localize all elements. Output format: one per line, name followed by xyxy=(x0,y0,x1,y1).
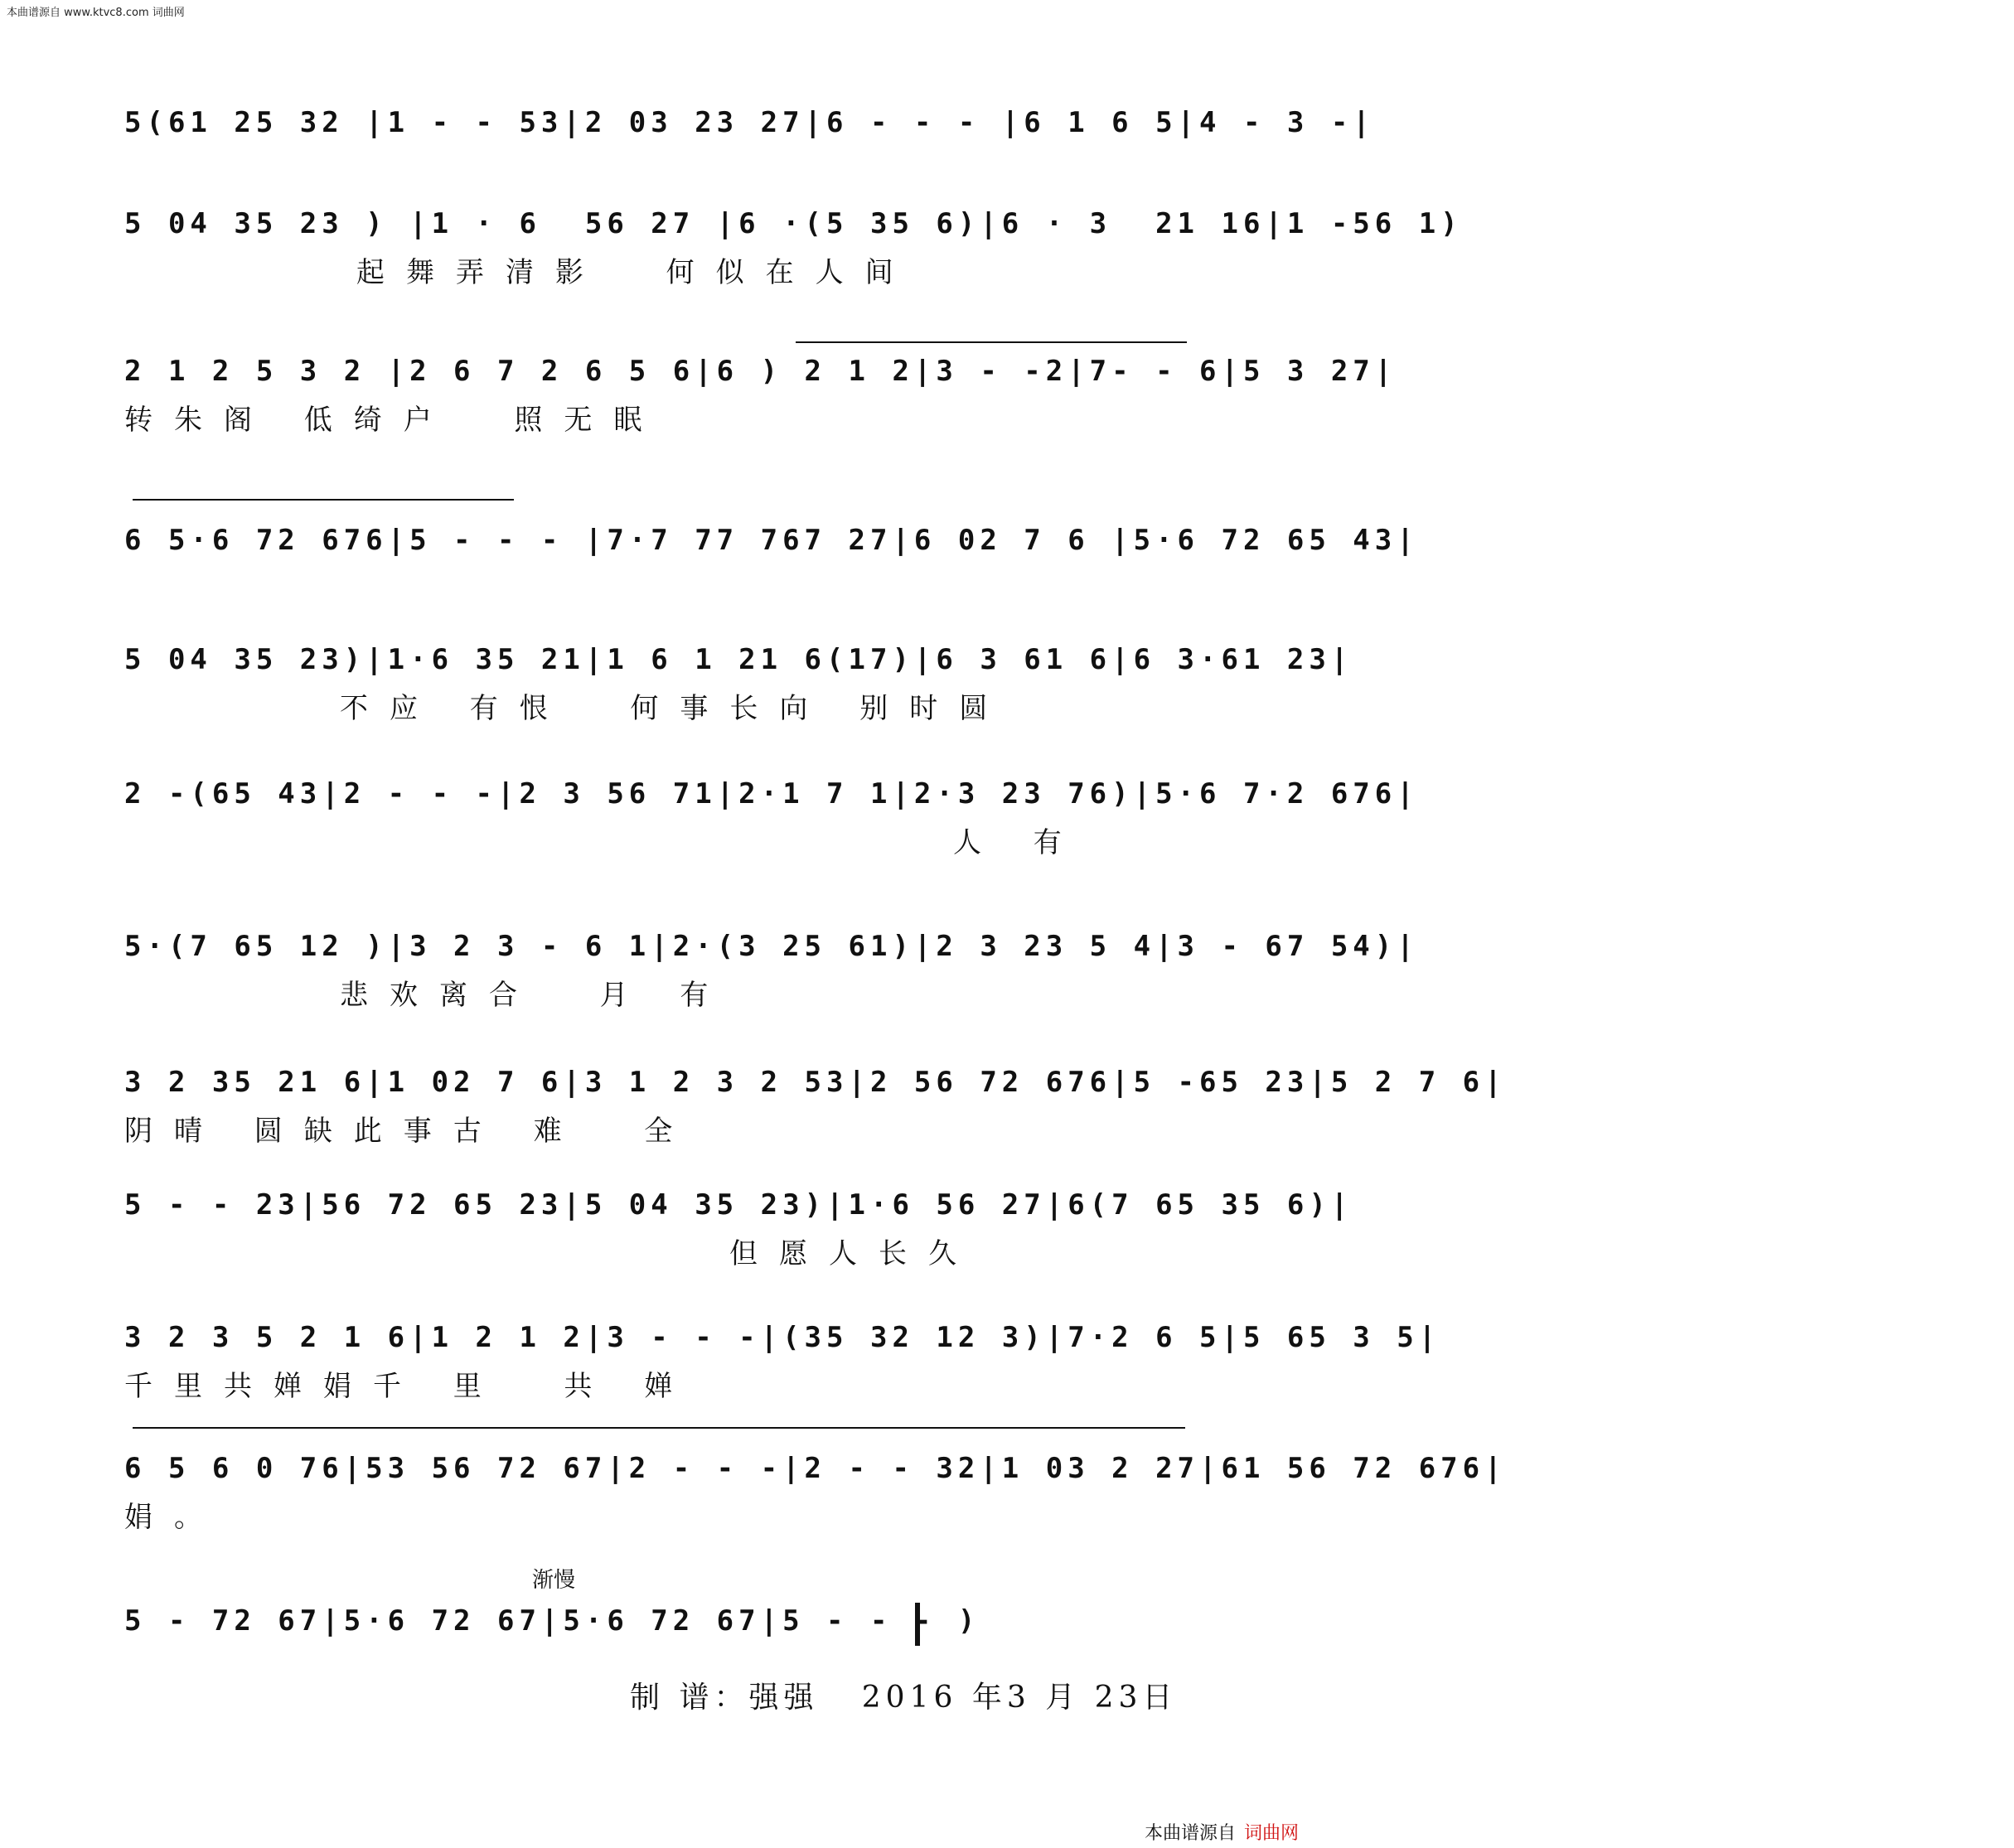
phrase-slur-line xyxy=(133,499,514,501)
phrase-slur-line xyxy=(796,341,1187,343)
footer-site-link[interactable]: 词曲网 xyxy=(1243,1823,1299,1844)
tempo-mark: 渐慢 xyxy=(532,1568,576,1593)
lyrics-line: 转朱阁 低绮户 照无眠 xyxy=(124,404,664,437)
music-line: 5·(7 65 12 )|3 2 3 - 6 1|2·(3 25 61)|2 3 23 5 4|3 - 67 54)| xyxy=(124,930,1419,963)
music-line: 6 5 6 0 76|53 56 72 67|2 - - -|2 - - 32|1 03 2 27|61 56 72 676| xyxy=(124,1452,1507,1485)
music-line: 5(61 25 32 |1 - - 53|2 03 23 27|6 - - - |6 1 6 5|4 - 3 -| xyxy=(124,106,1375,139)
music-line: 5 04 35 23)|1·6 35 21|1 6 1 21 6(17)|6 3 61 6|6 3·61 23| xyxy=(124,643,1353,676)
music-line: 5 - - 23|56 72 65 23|5 04 35 23)|1·6 56 27|6(7 65 35 6)| xyxy=(124,1188,1353,1222)
music-line: 6 5·6 72 676|5 - - - |7·7 77 767 27|6 02 7 6 |5·6 72 65 43| xyxy=(124,524,1419,557)
lyrics-line: 起舞弄清影 何似在人间 xyxy=(356,256,915,289)
header-watermark: 本曲谱源自 www.ktvc8.com 词曲网 xyxy=(7,7,185,19)
lyrics-line: 悲欢离合 月 有 xyxy=(340,979,730,1012)
footer-source-label: 本曲谱源自 xyxy=(1144,1823,1236,1844)
music-line: 5 - 72 67|5·6 72 67|5·6 72 67|5 - - - ) xyxy=(124,1604,980,1638)
lyrics-line: 人 有 xyxy=(953,826,1083,859)
phrase-slur-line xyxy=(133,1427,1185,1429)
music-line: 2 1 2 5 3 2 |2 6 7 2 6 5 6|6 ) 2 1 2|3 - -2|7- - 6|5 3 27| xyxy=(124,355,1397,388)
footer xyxy=(1145,1819,1299,1845)
music-line: 5 04 35 23 ) |1 · 6 56 27 |6 ·(5 35 6)|6 · 3 21 16|1 -56 1) xyxy=(124,207,1463,240)
lyrics-line: 娟。 xyxy=(124,1501,224,1534)
lyrics-line: 千里共婵娟千 里 共 婵 xyxy=(124,1370,695,1403)
music-line: 3 2 35 21 6|1 02 7 6|3 1 2 3 2 53|2 56 72 676|5 -65 23|5 2 7 6| xyxy=(124,1066,1507,1099)
final-barline xyxy=(915,1603,920,1646)
lyrics-line: 但愿人长久 xyxy=(729,1237,978,1270)
lyrics-line: 阴晴 圆缺此事古 难 全 xyxy=(124,1115,695,1148)
music-line: 2 -(65 43|2 - - -|2 3 56 71|2·1 7 1|2·3 23 76)|5·6 7·2 676| xyxy=(124,777,1419,810)
music-line: 3 2 3 5 2 1 6|1 2 1 2|3 - - -|(35 32 12 3)|7·2 6 5|5 65 3 5| xyxy=(124,1321,1441,1354)
lyrics-line: 不应 有恨 何事长向 别时圆 xyxy=(340,692,1009,725)
credit-line: 制 谱：强强 2016 年3 月 23日 xyxy=(630,1681,1178,1715)
